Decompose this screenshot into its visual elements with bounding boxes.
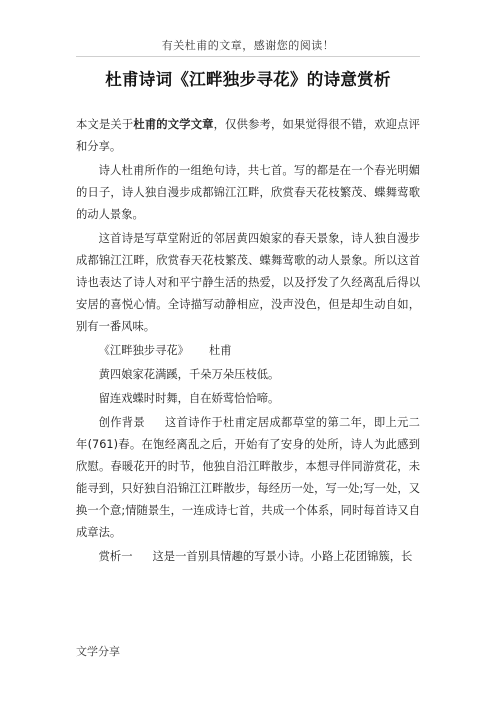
document-title: 杜甫诗词《江畔独步寻花》的诗意赏析 [105,70,391,89]
page-footer-note: 文学分享 [76,645,120,658]
background-paragraph [76,412,420,544]
background-text: 这首诗作于杜甫定居成都草堂的第二年，即上元二年(761)春。在饱经离乱之后，开始有了安身的处所，诗人为此感到欣慰。春暖花开的时节，他独自沿江畔散步，本想寻伴同游赏花，未能寻到，只好独自沿锦江江畔散步，每经历一处，写一处;写一处，又换一个意;情随景生，一连成诗七首，共成一个体系，同时每首诗又自成章法。 [76,416,420,539]
poem-author: 杜甫 [208,344,232,357]
intro-bold-text: 杜甫的文学文章 [133,118,214,131]
body-paragraph-2: 这首诗是写草堂附近的邻居黄四娘家的春天景象，诗人独自漫步成都锦江江畔，欣赏春天花枝繁茂、蝶舞莺歌的动人景象。所以这首诗也表达了诗人对和平宁静生活的热爱，以及抒发了久经离乱后得以安居的喜悦心情。全诗描写动静相应，没声没色，但是却生动自如，别有一番风味。 [76,232,420,333]
poem-line-1: 黄四娘家花满蹊，千朵万朵压枝低。 [98,368,280,381]
background-label: 创作背景 [98,416,146,429]
body-paragraph-1: 诗人杜甫所作的一组绝句诗，共七首。写的都是在一个春光明媚的日子，诗人独自漫步成都锦江江畔，欣赏春天花枝繁茂、蝶舞莺歌的动人景象。 [76,164,420,221]
appreciation-paragraph [76,546,420,568]
intro-text-before: 本文是关于 [76,118,134,131]
appreciation-text: 这是一首别具情趣的写景小诗。小路上花团锦簇，长 [152,550,413,563]
poem-title: 《江畔独步寻花》 [98,344,189,357]
document-body [76,114,420,570]
intro-text-after: ，仅供参考，如果觉得很不错，欢迎点评和分享。 [76,118,420,153]
poem-line-2: 留连戏蝶时时舞，自在娇莺恰恰啼。 [98,392,280,405]
page-header-note: 有关杜甫的文章，感谢您的阅读！ [161,39,335,52]
appreciation-label: 赏析一 [98,550,133,563]
header-divider [76,56,420,57]
poem-title-line [76,340,420,362]
intro-paragraph [76,114,420,158]
